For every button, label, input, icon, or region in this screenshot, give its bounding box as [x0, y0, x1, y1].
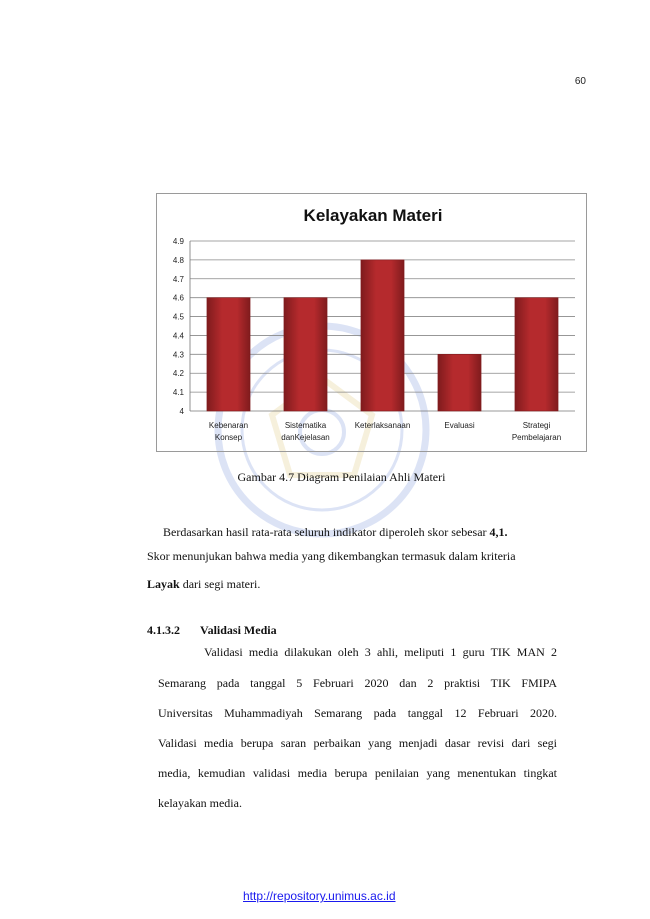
y-tick-label: 4.7: [172, 274, 184, 284]
paragraph-2-line-4: Validasi media berupa saran perbaikan yang menjadi dasar revisi dari segi: [158, 736, 557, 750]
x-tick-label: Pembelajaran: [511, 433, 562, 442]
x-tick-label: Keterlaksanaan: [354, 421, 411, 430]
bar: [361, 260, 404, 411]
x-tick-label: Konsep: [214, 433, 243, 442]
paragraph-1-line-3: [147, 578, 260, 590]
y-tick-label: 4.3: [172, 350, 184, 360]
section-title: Validasi Media: [200, 623, 277, 637]
criteria-label: Layak: [147, 577, 180, 591]
chart-canvas: [157, 194, 588, 453]
y-tick-label: 4.5: [172, 312, 184, 322]
paragraph-1-text-end: dari segi materi.: [179, 577, 261, 591]
paragraph-1-line-2: Skor menunjukan bahwa media yang dikembangkan termasuk dalam kriteria: [147, 549, 516, 563]
figure-caption: Gambar 4.7 Diagram Penilaian Ahli Materi: [237, 470, 446, 484]
x-tick-label: Evaluasi: [444, 421, 475, 430]
paragraph-1-text: Berdasarkan hasil rata-rata seluruh indikator diperoleh skor sebesar: [163, 525, 490, 539]
y-tick-label: 4.4: [172, 331, 184, 341]
y-tick-label: 4.8: [172, 255, 184, 265]
y-tick-label: 4.9: [172, 237, 184, 246]
bar: [207, 298, 250, 411]
bar: [284, 298, 327, 411]
bar-chart: [156, 193, 587, 452]
y-tick-label: 4.1: [172, 388, 184, 398]
paragraph-2-line-5: media, kemudian validasi media berupa penilaian yang menentukan tingkat: [158, 766, 557, 780]
paragraph-1-line-1: [163, 526, 508, 538]
paragraph-2-line-3: Universitas Muhammadiyah Semarang pada tanggal 12 Februari 2020.: [158, 706, 557, 720]
x-tick-label: Sistematika: [284, 421, 327, 430]
x-tick-label: Kebenaran: [208, 421, 249, 430]
bar: [438, 354, 481, 411]
paragraph-2-line-1: Validasi media dilakukan oleh 3 ahli, meliputi 1 guru TIK MAN 2: [204, 645, 557, 659]
y-tick-label: 4.6: [172, 293, 184, 303]
section-number: 4.1.3.2: [147, 623, 180, 637]
y-tick-label: 4.2: [172, 369, 184, 379]
page-number: 60: [574, 76, 586, 87]
paragraph-2-line-2: Semarang pada tanggal 5 Februari 2020 dan 2 praktisi TIK FMIPA: [158, 676, 557, 690]
x-tick-label: Strategi: [522, 421, 551, 430]
repository-link[interactable]: http://repository.unimus.ac.id: [243, 889, 396, 903]
score-value: 4,1.: [489, 525, 508, 539]
chart-title: Kelayakan Materi: [303, 206, 443, 225]
paragraph-2-line-6: kelayakan media.: [158, 796, 242, 810]
bar: [515, 298, 558, 411]
y-tick-label: 4: [179, 407, 184, 416]
x-tick-label: danKejelasan: [281, 433, 330, 442]
